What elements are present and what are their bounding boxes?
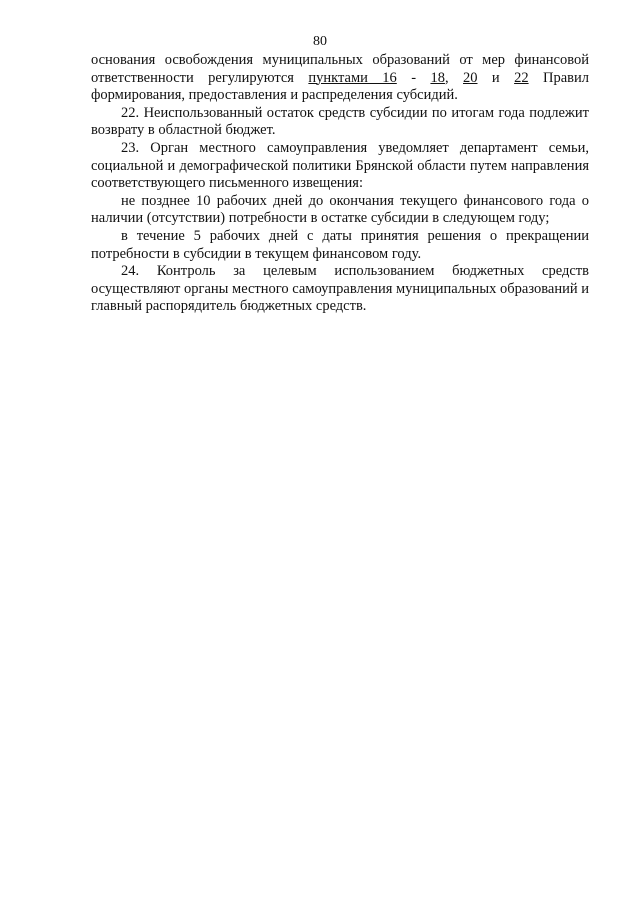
paragraph-23: 23. Орган местного самоуправления уведомляет департамент семьи, социальной и демографической политики Брянской области путем направления соответствующего письменного извещения:	[91, 139, 589, 192]
link-points-16[interactable]: пунктами 16	[308, 69, 397, 86]
paragraph-text: основания освобождения муниципальных образований от мер финансовой ответственности регулируются	[91, 52, 589, 86]
dash-separator: -	[396, 69, 431, 86]
comma-separator: ,	[444, 69, 463, 86]
link-point-20[interactable]: 20	[463, 69, 478, 86]
document-body	[91, 52, 589, 316]
paragraph-text-end: Правил формирования, предоставления и распределения субсидий.	[91, 69, 590, 104]
link-point-22[interactable]: 22	[514, 69, 529, 86]
page-number: 80	[313, 34, 327, 49]
paragraph-continuation	[91, 52, 589, 105]
link-point-18[interactable]: 18	[430, 69, 445, 86]
and-separator: и	[477, 69, 515, 86]
paragraph-22: 22. Неиспользованный остаток средств субсидии по итогам года подлежит возврату в областной бюджет.	[91, 104, 589, 139]
paragraph-23-item-1: не позднее 10 рабочих дней до окончания текущего финансового года о наличии (отсутствии) потребности в остатке субсидии в следующем году;	[91, 192, 589, 227]
paragraph-24: 24. Контроль за целевым использованием бюджетных средств осуществляют органы местного самоуправления муниципальных образований и главный распорядитель бюджетных средств.	[91, 263, 589, 315]
paragraph-23-item-2: в течение 5 рабочих дней с даты принятия решения о прекращении потребности в субсидии в текущем финансовом году.	[91, 227, 589, 262]
